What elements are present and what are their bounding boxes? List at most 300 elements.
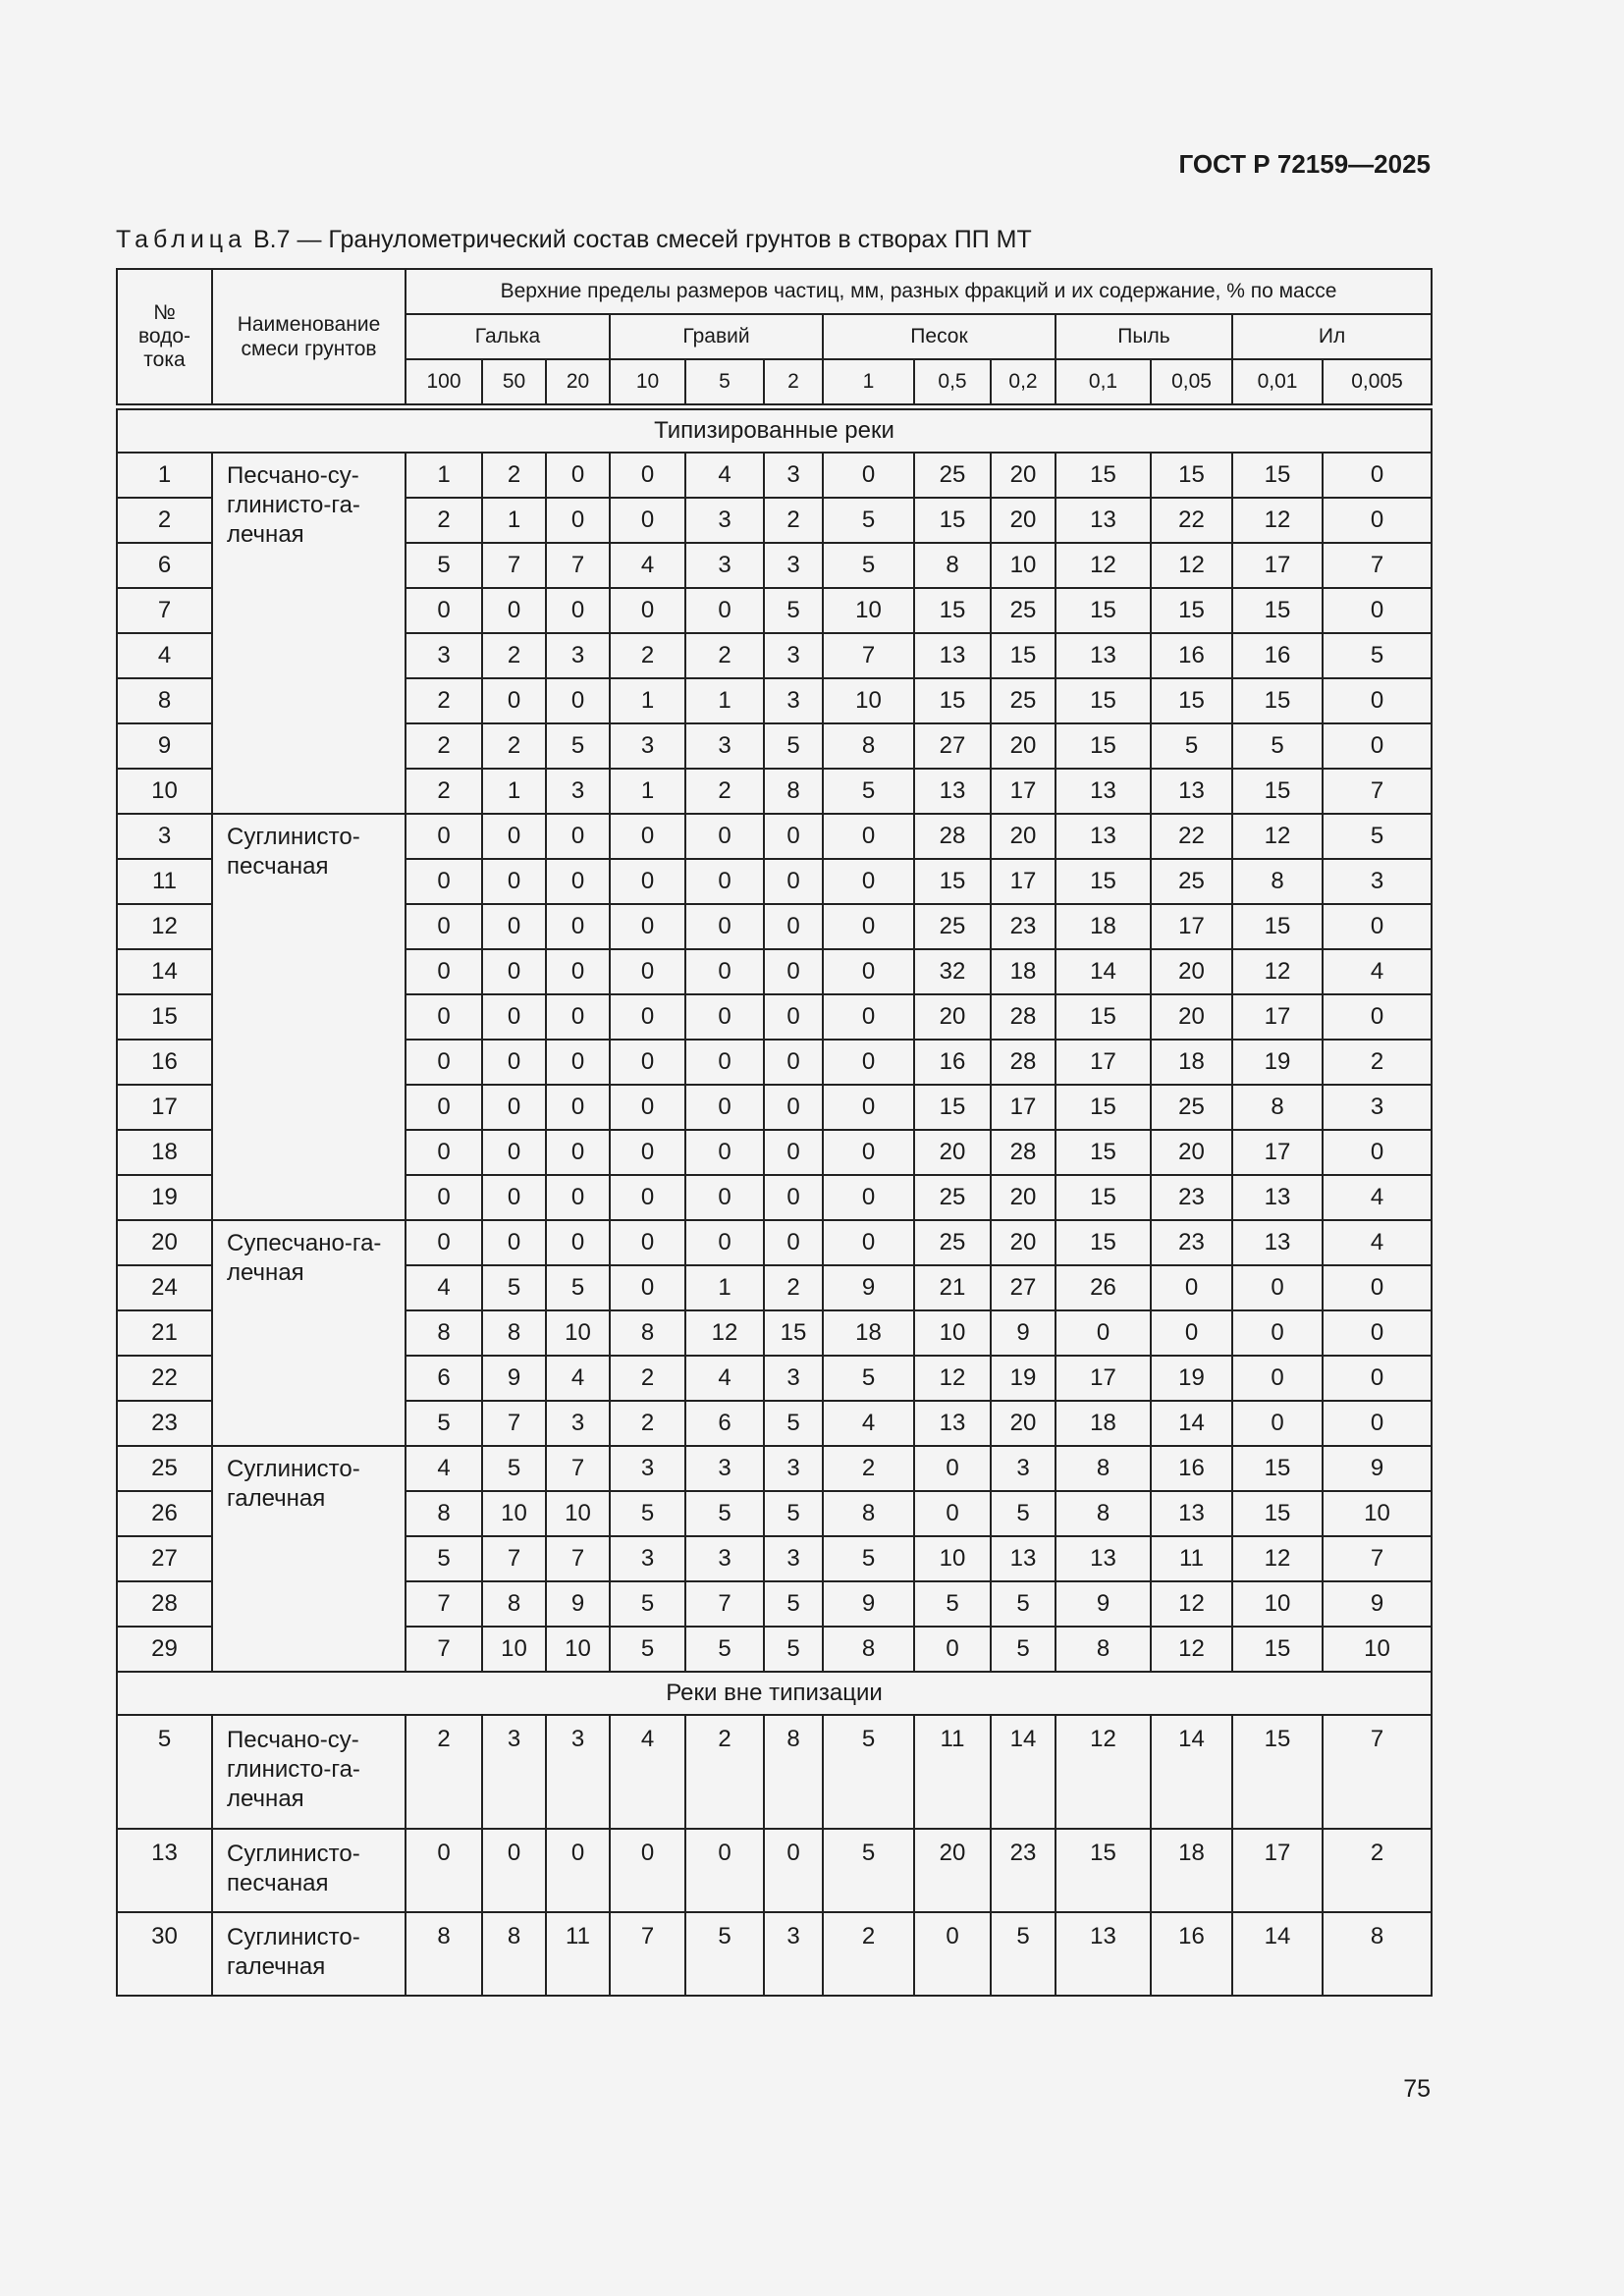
fraction-value: 10 xyxy=(823,588,914,633)
fraction-value: 5 xyxy=(482,1265,546,1310)
fraction-value: 0 xyxy=(1323,498,1432,543)
fraction-value: 3 xyxy=(546,1401,610,1446)
fraction-value: 9 xyxy=(1323,1581,1432,1627)
fraction-value: 10 xyxy=(546,1627,610,1672)
fraction-value: 18 xyxy=(823,1310,914,1356)
fraction-value: 0 xyxy=(764,1220,823,1265)
fraction-value: 3 xyxy=(764,1446,823,1491)
fraction-value: 0 xyxy=(406,859,482,904)
fraction-value: 0 xyxy=(546,1085,610,1130)
fraction-value: 0 xyxy=(610,588,685,633)
fraction-value: 3 xyxy=(764,543,823,588)
fraction-value: 0 xyxy=(610,1130,685,1175)
header-fraction-group: Ил xyxy=(1232,314,1432,359)
fraction-value: 5 xyxy=(610,1491,685,1536)
soil-mix-name: Суглинисто-галечная xyxy=(212,1446,406,1672)
fraction-value: 12 xyxy=(1232,814,1323,859)
fraction-value: 6 xyxy=(685,1401,764,1446)
fraction-value: 15 xyxy=(1151,453,1232,498)
fraction-value: 23 xyxy=(991,904,1056,949)
fraction-value: 4 xyxy=(1323,1175,1432,1220)
fraction-value: 7 xyxy=(685,1581,764,1627)
fraction-value: 13 xyxy=(1056,633,1151,678)
fraction-value: 0 xyxy=(1323,1310,1432,1356)
fraction-value: 5 xyxy=(610,1627,685,1672)
fraction-value: 0 xyxy=(546,904,610,949)
fraction-value: 13 xyxy=(1056,814,1151,859)
fraction-value: 0 xyxy=(610,859,685,904)
fraction-value: 25 xyxy=(914,453,991,498)
header-size-limits: Верхние пределы размеров частиц, мм, разных фракций и их содержание, % по массе xyxy=(406,269,1432,314)
fraction-value: 8 xyxy=(1323,1912,1432,1996)
fraction-value: 0 xyxy=(823,859,914,904)
fraction-value: 15 xyxy=(1056,678,1151,723)
fraction-value: 12 xyxy=(914,1356,991,1401)
header-size-limit: 0,5 xyxy=(914,359,991,407)
fraction-value: 3 xyxy=(546,1715,610,1829)
fraction-value: 0 xyxy=(610,994,685,1040)
fraction-value: 12 xyxy=(1232,949,1323,994)
fraction-value: 0 xyxy=(685,1175,764,1220)
fraction-value: 15 xyxy=(1056,723,1151,769)
fraction-value: 5 xyxy=(823,543,914,588)
fraction-value: 15 xyxy=(1056,588,1151,633)
fraction-value: 0 xyxy=(1232,1401,1323,1446)
fraction-value: 0 xyxy=(1323,1130,1432,1175)
fraction-value: 2 xyxy=(1323,1829,1432,1912)
fraction-value: 20 xyxy=(1151,949,1232,994)
section-title: Типизированные реки xyxy=(117,407,1432,454)
water-course-number: 23 xyxy=(117,1401,212,1446)
fraction-value: 4 xyxy=(823,1401,914,1446)
page-number: 75 xyxy=(1403,2075,1431,2103)
fraction-value: 0 xyxy=(482,678,546,723)
soil-mix-name: Песчано-су-глинисто-га-лечная xyxy=(212,1715,406,1829)
fraction-value: 15 xyxy=(1232,904,1323,949)
fraction-value: 1 xyxy=(610,769,685,814)
fraction-value: 9 xyxy=(1323,1446,1432,1491)
fraction-value: 5 xyxy=(685,1491,764,1536)
fraction-value: 20 xyxy=(914,994,991,1040)
fraction-value: 5 xyxy=(406,1401,482,1446)
fraction-value: 25 xyxy=(914,1175,991,1220)
header-size-limit: 2 xyxy=(764,359,823,407)
table-row xyxy=(117,1220,1432,1265)
fraction-value: 0 xyxy=(482,1040,546,1085)
fraction-value: 0 xyxy=(406,814,482,859)
fraction-value: 16 xyxy=(1151,633,1232,678)
fraction-value: 5 xyxy=(764,1401,823,1446)
water-course-number: 11 xyxy=(117,859,212,904)
fraction-value: 8 xyxy=(1056,1627,1151,1672)
fraction-value: 8 xyxy=(1056,1446,1151,1491)
fraction-value: 10 xyxy=(1323,1491,1432,1536)
fraction-value: 8 xyxy=(764,1715,823,1829)
fraction-value: 4 xyxy=(1323,949,1432,994)
water-course-number: 8 xyxy=(117,678,212,723)
fraction-value: 13 xyxy=(914,633,991,678)
fraction-value: 5 xyxy=(991,1581,1056,1627)
fraction-value: 2 xyxy=(482,633,546,678)
fraction-value: 0 xyxy=(1232,1310,1323,1356)
fraction-value: 7 xyxy=(1323,1536,1432,1581)
water-course-number: 21 xyxy=(117,1310,212,1356)
fraction-value: 17 xyxy=(1232,1130,1323,1175)
fraction-value: 0 xyxy=(685,588,764,633)
fraction-value: 20 xyxy=(914,1829,991,1912)
fraction-value: 13 xyxy=(991,1536,1056,1581)
fraction-value: 0 xyxy=(610,498,685,543)
header-fraction-group: Пыль xyxy=(1056,314,1232,359)
fraction-value: 3 xyxy=(991,1446,1056,1491)
caption-label: Таблица xyxy=(116,226,247,253)
fraction-value: 20 xyxy=(991,723,1056,769)
fraction-value: 3 xyxy=(546,633,610,678)
fraction-value: 25 xyxy=(1151,1085,1232,1130)
fraction-value: 17 xyxy=(1056,1040,1151,1085)
fraction-value: 25 xyxy=(991,588,1056,633)
fraction-value: 3 xyxy=(610,1536,685,1581)
fraction-value: 5 xyxy=(764,1491,823,1536)
header-size-limit: 0,01 xyxy=(1232,359,1323,407)
header-size-limit: 0,2 xyxy=(991,359,1056,407)
fraction-value: 5 xyxy=(991,1491,1056,1536)
fraction-value: 0 xyxy=(764,814,823,859)
fraction-value: 0 xyxy=(482,994,546,1040)
fraction-value: 28 xyxy=(991,1040,1056,1085)
fraction-value: 0 xyxy=(610,1265,685,1310)
fraction-value: 0 xyxy=(610,814,685,859)
table-row xyxy=(117,1446,1432,1491)
fraction-value: 8 xyxy=(610,1310,685,1356)
fraction-value: 5 xyxy=(482,1446,546,1491)
fraction-value: 0 xyxy=(406,1175,482,1220)
fraction-value: 27 xyxy=(991,1265,1056,1310)
fraction-value: 8 xyxy=(823,1491,914,1536)
fraction-value: 10 xyxy=(991,543,1056,588)
header-size-limit: 5 xyxy=(685,359,764,407)
fraction-value: 20 xyxy=(991,453,1056,498)
fraction-value: 18 xyxy=(1151,1829,1232,1912)
fraction-value: 7 xyxy=(610,1912,685,1996)
fraction-value: 5 xyxy=(546,723,610,769)
fraction-value: 18 xyxy=(991,949,1056,994)
fraction-value: 3 xyxy=(610,723,685,769)
header-size-limit: 20 xyxy=(546,359,610,407)
fraction-value: 20 xyxy=(991,1401,1056,1446)
water-course-number: 9 xyxy=(117,723,212,769)
header-size-limit: 0,005 xyxy=(1323,359,1432,407)
fraction-value: 17 xyxy=(991,859,1056,904)
fraction-value: 5 xyxy=(914,1581,991,1627)
fraction-value: 0 xyxy=(1323,1265,1432,1310)
fraction-value: 0 xyxy=(685,1130,764,1175)
fraction-value: 3 xyxy=(764,1912,823,1996)
fraction-value: 15 xyxy=(1056,1220,1151,1265)
fraction-value: 2 xyxy=(823,1912,914,1996)
fraction-value: 0 xyxy=(823,1040,914,1085)
fraction-value: 10 xyxy=(546,1491,610,1536)
fraction-value: 5 xyxy=(1323,633,1432,678)
table-row xyxy=(117,814,1432,859)
fraction-value: 8 xyxy=(764,769,823,814)
fraction-value: 0 xyxy=(1323,904,1432,949)
fraction-value: 28 xyxy=(991,994,1056,1040)
fraction-value: 10 xyxy=(914,1310,991,1356)
fraction-value: 9 xyxy=(823,1581,914,1627)
water-course-number: 14 xyxy=(117,949,212,994)
fraction-value: 7 xyxy=(1323,543,1432,588)
fraction-value: 22 xyxy=(1151,814,1232,859)
fraction-value: 15 xyxy=(1056,994,1151,1040)
fraction-value: 8 xyxy=(406,1912,482,1996)
fraction-value: 26 xyxy=(1056,1265,1151,1310)
fraction-value: 3 xyxy=(764,633,823,678)
fraction-value: 2 xyxy=(685,1715,764,1829)
fraction-value: 4 xyxy=(610,1715,685,1829)
fraction-value: 8 xyxy=(482,1912,546,1996)
fraction-value: 15 xyxy=(991,633,1056,678)
fraction-value: 0 xyxy=(546,1220,610,1265)
water-course-number: 17 xyxy=(117,1085,212,1130)
fraction-value: 13 xyxy=(1056,1912,1151,1996)
fraction-value: 15 xyxy=(1232,588,1323,633)
fraction-value: 20 xyxy=(1151,1130,1232,1175)
fraction-value: 0 xyxy=(764,1175,823,1220)
fraction-value: 0 xyxy=(914,1491,991,1536)
fraction-value: 5 xyxy=(1323,814,1432,859)
fraction-value: 13 xyxy=(1056,769,1151,814)
fraction-value: 0 xyxy=(482,588,546,633)
fraction-value: 25 xyxy=(1151,859,1232,904)
header-size-limit: 1 xyxy=(823,359,914,407)
fraction-value: 15 xyxy=(1056,1829,1151,1912)
fraction-value: 8 xyxy=(823,723,914,769)
fraction-value: 5 xyxy=(823,498,914,543)
fraction-value: 0 xyxy=(823,1220,914,1265)
fraction-value: 15 xyxy=(1056,1130,1151,1175)
fraction-value: 3 xyxy=(685,1446,764,1491)
fraction-value: 7 xyxy=(406,1627,482,1672)
fraction-value: 0 xyxy=(482,904,546,949)
fraction-value: 0 xyxy=(482,949,546,994)
fraction-value: 8 xyxy=(1232,859,1323,904)
fraction-value: 10 xyxy=(482,1491,546,1536)
fraction-value: 13 xyxy=(1151,769,1232,814)
fraction-value: 3 xyxy=(764,1536,823,1581)
fraction-value: 5 xyxy=(764,723,823,769)
fraction-value: 7 xyxy=(482,1401,546,1446)
fraction-value: 0 xyxy=(823,1130,914,1175)
fraction-value: 25 xyxy=(914,904,991,949)
water-course-number: 2 xyxy=(117,498,212,543)
fraction-value: 19 xyxy=(991,1356,1056,1401)
fraction-value: 11 xyxy=(914,1715,991,1829)
fraction-value: 1 xyxy=(482,498,546,543)
fraction-value: 3 xyxy=(685,723,764,769)
fraction-value: 17 xyxy=(991,1085,1056,1130)
fraction-value: 6 xyxy=(406,1356,482,1401)
fraction-value: 0 xyxy=(610,1085,685,1130)
document-code: ГОСТ Р 72159—2025 xyxy=(1178,149,1431,179)
fraction-value: 0 xyxy=(685,1085,764,1130)
fraction-value: 10 xyxy=(823,678,914,723)
fraction-value: 0 xyxy=(546,949,610,994)
fraction-value: 27 xyxy=(914,723,991,769)
fraction-value: 12 xyxy=(1056,1715,1151,1829)
fraction-value: 17 xyxy=(1232,1829,1323,1912)
fraction-value: 0 xyxy=(482,814,546,859)
fraction-value: 1 xyxy=(610,678,685,723)
fraction-value: 0 xyxy=(610,904,685,949)
fraction-value: 2 xyxy=(406,1715,482,1829)
water-course-number: 18 xyxy=(117,1130,212,1175)
fraction-value: 8 xyxy=(406,1491,482,1536)
fraction-value: 15 xyxy=(1056,1175,1151,1220)
fraction-value: 10 xyxy=(482,1627,546,1672)
fraction-value: 3 xyxy=(610,1446,685,1491)
fraction-value: 2 xyxy=(610,1401,685,1446)
header-soil-mix-name: Наименование смеси грунтов xyxy=(212,269,406,407)
table-caption xyxy=(116,226,1032,254)
soil-mix-name: Суглинисто-песчаная xyxy=(212,814,406,1220)
water-course-number: 24 xyxy=(117,1265,212,1310)
fraction-value: 0 xyxy=(823,994,914,1040)
fraction-value: 0 xyxy=(406,904,482,949)
fraction-value: 20 xyxy=(914,1130,991,1175)
fraction-value: 2 xyxy=(1323,1040,1432,1085)
fraction-value: 0 xyxy=(685,994,764,1040)
fraction-value: 15 xyxy=(914,1085,991,1130)
table-row xyxy=(117,1912,1432,1996)
fraction-value: 0 xyxy=(610,1175,685,1220)
fraction-value: 5 xyxy=(764,588,823,633)
header-size-limit: 100 xyxy=(406,359,482,407)
fraction-value: 0 xyxy=(764,1829,823,1912)
header-water-course-number: № водо- тока xyxy=(117,269,212,407)
fraction-value: 0 xyxy=(482,1220,546,1265)
fraction-value: 2 xyxy=(406,498,482,543)
fraction-value: 0 xyxy=(546,1829,610,1912)
fraction-value: 18 xyxy=(1056,1401,1151,1446)
fraction-value: 0 xyxy=(823,453,914,498)
fraction-value: 13 xyxy=(914,1401,991,1446)
fraction-value: 0 xyxy=(685,1220,764,1265)
fraction-value: 16 xyxy=(914,1040,991,1085)
fraction-value: 0 xyxy=(914,1912,991,1996)
fraction-value: 0 xyxy=(823,814,914,859)
fraction-value: 8 xyxy=(914,543,991,588)
fraction-value: 15 xyxy=(1056,859,1151,904)
fraction-value: 25 xyxy=(914,1220,991,1265)
fraction-value: 20 xyxy=(991,1175,1056,1220)
fraction-value: 15 xyxy=(1232,453,1323,498)
fraction-value: 25 xyxy=(991,678,1056,723)
water-course-number: 25 xyxy=(117,1446,212,1491)
fraction-value: 0 xyxy=(685,1040,764,1085)
water-course-number: 4 xyxy=(117,633,212,678)
water-course-number: 29 xyxy=(117,1627,212,1672)
fraction-value: 7 xyxy=(406,1581,482,1627)
fraction-value: 20 xyxy=(1151,994,1232,1040)
fraction-value: 0 xyxy=(685,859,764,904)
fraction-value: 2 xyxy=(685,633,764,678)
fraction-value: 5 xyxy=(546,1265,610,1310)
fraction-value: 7 xyxy=(1323,1715,1432,1829)
fraction-value: 0 xyxy=(546,1175,610,1220)
fraction-value: 0 xyxy=(610,949,685,994)
fraction-value: 3 xyxy=(685,543,764,588)
water-course-number: 10 xyxy=(117,769,212,814)
fraction-value: 16 xyxy=(1232,633,1323,678)
water-course-number: 3 xyxy=(117,814,212,859)
fraction-value: 10 xyxy=(914,1536,991,1581)
fraction-value: 9 xyxy=(991,1310,1056,1356)
fraction-value: 12 xyxy=(1232,1536,1323,1581)
fraction-value: 5 xyxy=(823,1356,914,1401)
fraction-value: 2 xyxy=(482,723,546,769)
section-title: Реки вне типизации xyxy=(117,1672,1432,1715)
water-course-number: 26 xyxy=(117,1491,212,1536)
fraction-value: 7 xyxy=(546,1446,610,1491)
fraction-value: 7 xyxy=(482,543,546,588)
fraction-value: 0 xyxy=(546,453,610,498)
fraction-value: 0 xyxy=(610,453,685,498)
fraction-value: 17 xyxy=(1232,543,1323,588)
fraction-value: 0 xyxy=(482,859,546,904)
table-row xyxy=(117,1715,1432,1829)
fraction-value: 0 xyxy=(610,1829,685,1912)
fraction-value: 13 xyxy=(1056,1536,1151,1581)
water-course-number: 13 xyxy=(117,1829,212,1912)
water-course-number: 19 xyxy=(117,1175,212,1220)
fraction-value: 17 xyxy=(1232,994,1323,1040)
fraction-value: 0 xyxy=(685,904,764,949)
fraction-value: 7 xyxy=(1323,769,1432,814)
table-row xyxy=(117,1829,1432,1912)
fraction-value: 3 xyxy=(764,678,823,723)
fraction-value: 7 xyxy=(546,543,610,588)
fraction-value: 5 xyxy=(823,769,914,814)
fraction-value: 4 xyxy=(546,1356,610,1401)
fraction-value: 0 xyxy=(546,1040,610,1085)
water-course-number: 16 xyxy=(117,1040,212,1085)
fraction-value: 13 xyxy=(1232,1175,1323,1220)
fraction-value: 0 xyxy=(1056,1310,1151,1356)
fraction-value: 0 xyxy=(1151,1265,1232,1310)
fraction-value: 0 xyxy=(914,1446,991,1491)
fraction-value: 11 xyxy=(546,1912,610,1996)
fraction-value: 0 xyxy=(1323,588,1432,633)
fraction-value: 0 xyxy=(685,1829,764,1912)
fraction-value: 0 xyxy=(1323,994,1432,1040)
fraction-value: 0 xyxy=(764,1085,823,1130)
fraction-value: 0 xyxy=(1323,453,1432,498)
fraction-value: 0 xyxy=(1323,723,1432,769)
fraction-value: 20 xyxy=(991,1220,1056,1265)
fraction-value: 0 xyxy=(764,904,823,949)
fraction-value: 7 xyxy=(482,1536,546,1581)
fraction-value: 7 xyxy=(546,1536,610,1581)
fraction-value: 0 xyxy=(406,588,482,633)
fraction-value: 8 xyxy=(823,1627,914,1672)
fraction-value: 15 xyxy=(1151,678,1232,723)
fraction-value: 1 xyxy=(406,453,482,498)
fraction-value: 8 xyxy=(1056,1491,1151,1536)
fraction-value: 0 xyxy=(482,1829,546,1912)
fraction-value: 16 xyxy=(1151,1446,1232,1491)
fraction-value: 14 xyxy=(1151,1401,1232,1446)
